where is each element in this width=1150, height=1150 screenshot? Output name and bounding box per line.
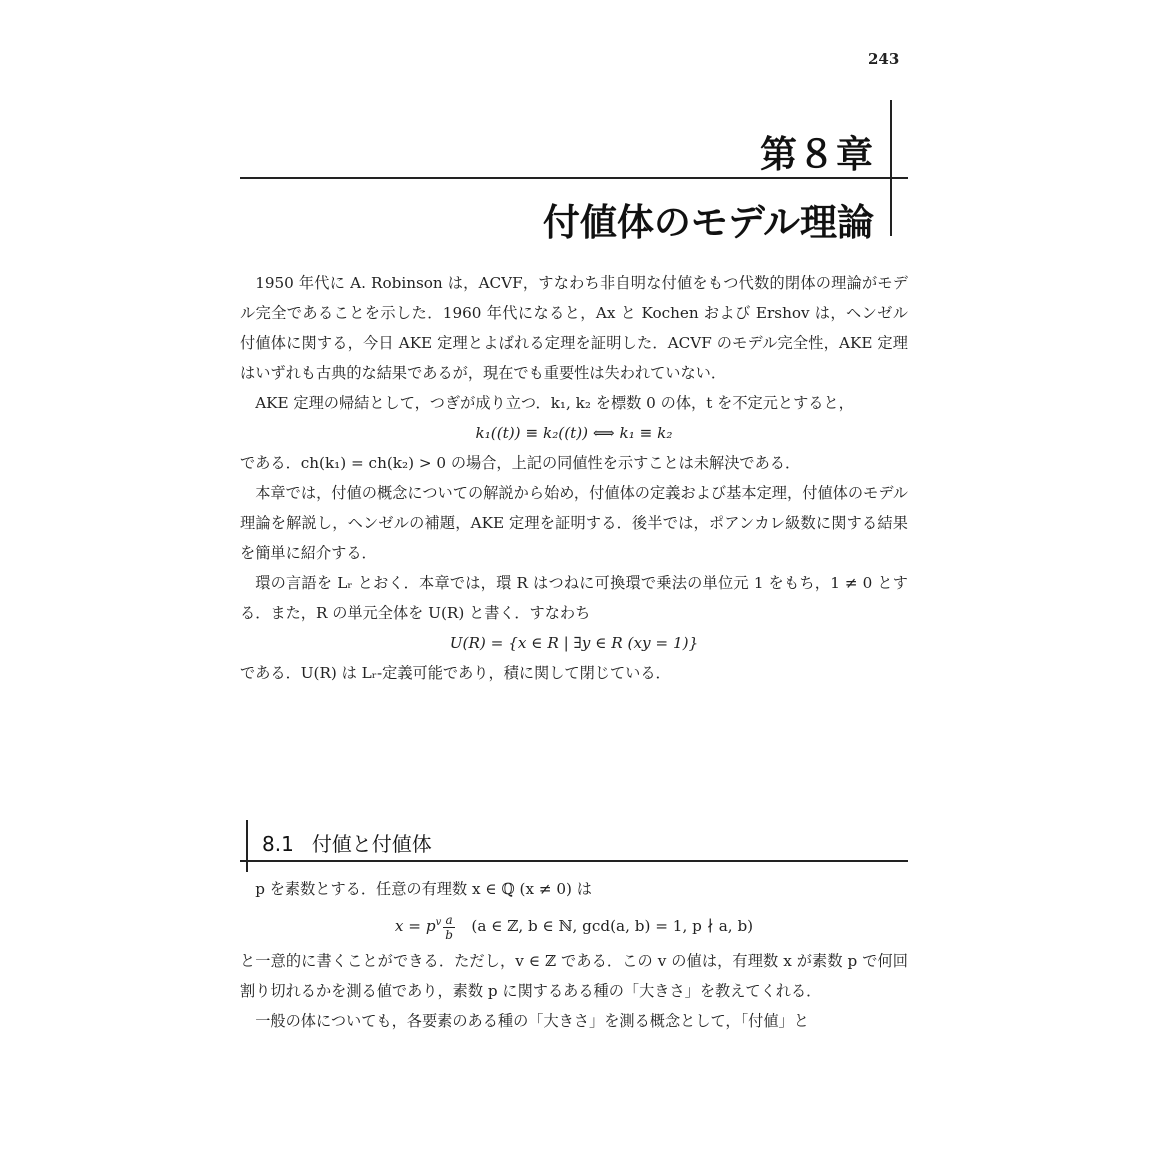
equation-fraction — [443, 913, 455, 942]
equation-ake: k₁((t)) ≡ k₂((t)) ⟺ k₁ ≡ k₂ — [475, 424, 673, 442]
intro-paragraph-5: 環の言語を Lᵣ とおく．本章では，環 R はつねに可換環で乗法の単位元 1 をもち，1 ≠ 0 とする．また，R の単元全体を U(R) と書く．すなわち — [240, 574, 908, 622]
section-paragraph-1: p を素数とする．任意の有理数 x ∈ ℚ (x ≠ 0) は — [255, 880, 592, 898]
section-heading — [262, 828, 432, 857]
intro-paragraph-6: である．U(R) は Lᵣ-定義可能であり，積に関して閉じている． — [240, 664, 671, 682]
intro-paragraph-4: 本章では，付値の概念についての解説から始め，付値体の定義および基本定理，付値体のモデル理論を解説し，ヘンゼルの補題，AKE 定理を証明する．後半では，ポアンカレ級数に関する結果を簡単に紹介する． — [240, 484, 908, 562]
intro-text — [240, 268, 908, 688]
fraction-numerator: a — [443, 913, 455, 928]
equation-lhs: x = p — [394, 917, 436, 936]
page-number: 243 — [868, 50, 900, 68]
intro-paragraph-1: 1950 年代に A. Robinson は，ACVF，すなわち非自明な付値をもつ代数的閉体の理論がモデル完全であることを示した．1960 年代になると，Ax と Kochen および Ershov は，ヘンゼル付値体に関する，今日 AKE 定理とよばれる定理を証明した．ACVF のモデル完全性，AKE 定理はいずれも古典的な結果であるが，現在でも重要性は失われていない． — [240, 274, 908, 382]
fraction-denominator: b — [445, 927, 453, 942]
section-paragraph-3: 一般の体についても，各要素のある種の「大きさ」を測る概念として，「付値」と — [255, 1011, 809, 1030]
equation-condition: (a ∈ ℤ, b ∈ ℕ, gcd(a, b) = 1, p ∤ a, b) — [471, 917, 754, 936]
section-text — [240, 874, 908, 1036]
section-number: 8.1 — [262, 832, 294, 856]
equation-valuation — [240, 908, 908, 942]
section-vertical-rule — [246, 820, 248, 872]
chapter-title: 付値体のモデル理論 — [542, 201, 874, 244]
intro-paragraph-2: AKE 定理の帰結として，つぎが成り立つ．k₁, k₂ を標数 0 の体，t を不定元とすると， — [255, 394, 854, 412]
section-title: 付値と付値体 — [311, 832, 432, 856]
section-paragraph-2: と一意的に書くことができる．ただし，v ∈ ℤ である．この v の値は，有理数 x が素数 p で何回割り切れるかを測る値であり，素数 p に関するある種の「大きさ」を教えてくれる． — [240, 951, 908, 1000]
chapter-vertical-rule — [890, 100, 892, 236]
section-horizontal-rule — [240, 860, 908, 862]
equation-units: U(R) = {x ∈ R | ∃y ∈ R (xy = 1)} — [449, 634, 699, 652]
intro-paragraph-3: である．ch(k₁) = ch(k₂) > 0 の場合，上記の同値性を示すことは未解決である． — [240, 454, 801, 472]
chapter-number: 第８章 — [760, 133, 874, 176]
equation-exponent: v — [435, 917, 442, 928]
